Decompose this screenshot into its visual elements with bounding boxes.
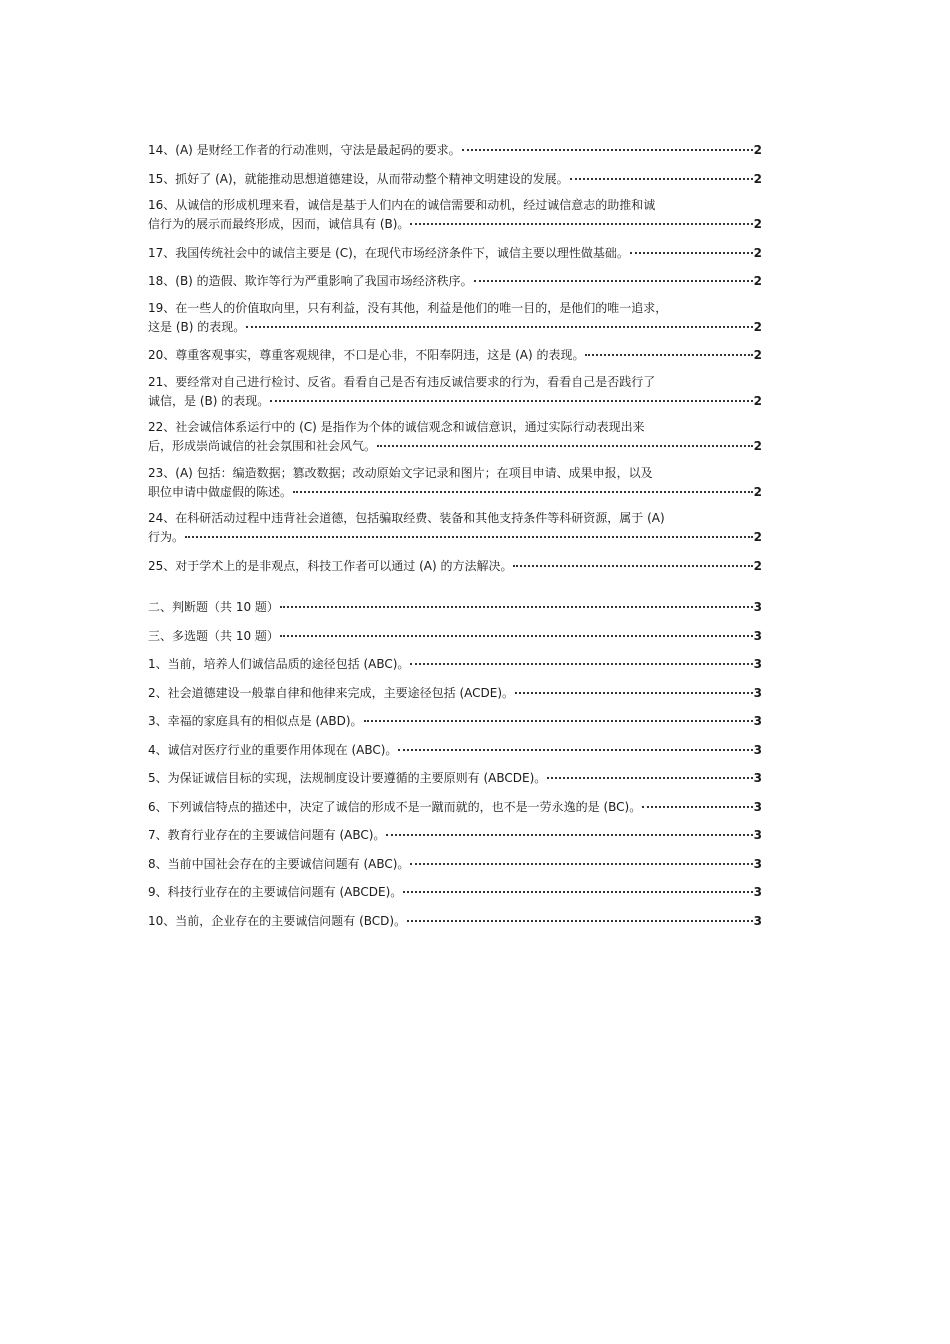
- toc-entry[interactable]: [148, 169, 762, 188]
- toc-entry[interactable]: [148, 654, 762, 673]
- dot-leader: [410, 851, 752, 865]
- toc-page-number: 3: [753, 600, 762, 614]
- toc-entry-last-line: [148, 797, 762, 816]
- toc-page-number: 3: [753, 856, 762, 871]
- dot-leader: [410, 651, 752, 665]
- dot-leader: [270, 388, 752, 402]
- toc-entry[interactable]: [148, 510, 762, 546]
- toc-entry-text: 7、教育行业存在的主要诚信问题有 (ABC)。: [148, 828, 386, 842]
- toc-entry[interactable]: [148, 740, 762, 759]
- toc-entry-text: 职位申请中做虚假的陈述。: [148, 484, 293, 499]
- toc-page-number: 2: [753, 484, 762, 499]
- toc-entry-last-line: [148, 825, 762, 844]
- toc-entry-text-line: 19、在一些人的价值取向里，只有利益，没有其他，利益是他们的唯一目的，是他们的唯一追求，: [148, 300, 668, 315]
- toc-page-number: 3: [753, 742, 762, 757]
- toc-sections-group: [148, 597, 762, 930]
- toc-entry[interactable]: [148, 683, 762, 702]
- toc-page-number: 3: [753, 657, 762, 671]
- dot-leader: [403, 879, 752, 893]
- toc-entry-last-line: [148, 317, 762, 336]
- toc-entry[interactable]: [148, 882, 762, 901]
- toc-entry-last-line: [148, 683, 762, 702]
- toc-entry-text: 6、下列诚信特点的描述中，决定了诚信的形成不是一蹴而就的，也不是一劳永逸的是 (BC)。: [148, 799, 642, 814]
- dot-leader: [630, 240, 753, 254]
- toc-page-number: 2: [753, 171, 762, 186]
- dot-leader: [547, 765, 752, 779]
- toc-entry[interactable]: [148, 300, 762, 336]
- toc-page-number: 3: [753, 799, 762, 814]
- toc-entry-last-line: [148, 654, 762, 673]
- toc-page-number: 3: [753, 714, 762, 728]
- toc-page-number: 3: [753, 828, 762, 842]
- toc-entry[interactable]: [148, 768, 762, 787]
- toc-entry[interactable]: [148, 374, 762, 410]
- toc-entry[interactable]: [148, 465, 762, 501]
- toc-entry[interactable]: [148, 345, 762, 364]
- toc-entry-last-line: [148, 556, 762, 575]
- toc-entry[interactable]: [148, 825, 762, 844]
- dot-leader: [364, 708, 753, 722]
- toc-entry-text: 2、社会道德建设一般靠自律和他律来完成，主要途径包括 (ACDE)。: [148, 685, 515, 700]
- toc-entry[interactable]: [148, 419, 762, 455]
- toc-entry-text: 诚信，是 (B) 的表现。: [148, 393, 270, 408]
- toc-page-number: 3: [753, 913, 762, 928]
- toc-entry[interactable]: [148, 140, 762, 159]
- toc-entry[interactable]: [148, 797, 762, 816]
- toc-entry-last-line: [148, 527, 762, 546]
- dot-leader: [280, 594, 753, 608]
- dot-leader: [185, 524, 753, 538]
- dot-leader: [398, 737, 752, 751]
- toc-entry[interactable]: [148, 911, 762, 930]
- toc-entry-last-line: [148, 882, 762, 901]
- dot-leader: [585, 342, 752, 356]
- toc-entry-text: 14、(A) 是财经工作者的行动准则，守法是最起码的要求。: [148, 143, 461, 157]
- toc-entry-text: 二、判断题（共 10 题）: [148, 600, 279, 614]
- toc-entry-text-line: 21、要经常对自己进行检讨、反省。看看自己是否有违反诚信要求的行为，看看自己是否践行了: [148, 374, 656, 389]
- toc-entry-last-line: [148, 271, 762, 290]
- toc-entry[interactable]: [148, 597, 762, 616]
- toc-page-number: 2: [753, 319, 762, 334]
- toc-page-number: 2: [753, 348, 762, 362]
- toc-entry[interactable]: [148, 854, 762, 873]
- toc-page-number: 2: [753, 439, 762, 453]
- dot-leader: [570, 166, 753, 180]
- toc-page-number: 2: [753, 530, 762, 544]
- toc-entry-text: 8、当前中国社会存在的主要诚信问题有 (ABC)。: [148, 856, 410, 871]
- dot-leader: [280, 623, 753, 637]
- toc-page-number: 3: [753, 771, 762, 785]
- toc-entry-last-line: [148, 214, 762, 233]
- toc-page-number: 3: [753, 628, 762, 643]
- dot-leader: [377, 433, 753, 447]
- toc-entry-text-line: 16、从诚信的形成机理来看，诚信是基于人们内在的诚信需要和动机，经过诚信意志的助推和诚: [148, 198, 656, 212]
- toc-entry-last-line: [148, 345, 762, 364]
- toc-entry-text: 10、当前，企业存在的主要诚信问题有 (BCD)。: [148, 913, 407, 928]
- toc-page-number: 2: [753, 393, 762, 408]
- toc-entry-last-line: [148, 911, 762, 930]
- toc-entry-last-line: [148, 140, 762, 159]
- toc-single-choice-group: [148, 140, 762, 575]
- toc-page-number: 2: [753, 245, 762, 260]
- table-of-contents: [148, 140, 762, 939]
- toc-entry-last-line: [148, 854, 762, 873]
- toc-entry-text: 9、科技行业存在的主要诚信问题有 (ABCDE)。: [148, 885, 403, 899]
- toc-entry-last-line: [148, 436, 762, 455]
- toc-entry-last-line: [148, 626, 762, 645]
- dot-leader: [474, 268, 753, 282]
- toc-entry-last-line: [148, 768, 762, 787]
- dot-leader: [462, 137, 753, 151]
- toc-entry-text: 20、尊重客观事实，尊重客观规律，不口是心非，不阳奉阴违，这是 (A) 的表现。: [148, 348, 585, 362]
- toc-entry[interactable]: [148, 271, 762, 290]
- toc-page-number: 2: [753, 558, 762, 573]
- toc-entry-last-line: [148, 243, 762, 262]
- dot-leader: [513, 553, 752, 567]
- toc-page-number: 3: [753, 885, 762, 899]
- dot-leader: [410, 211, 752, 225]
- toc-entry-text-line: 22、社会诚信体系运行中的 (C) 是指作为个体的诚信观念和诚信意识，通过实际行动表现出来: [148, 420, 645, 434]
- dot-leader: [407, 908, 753, 922]
- toc-entry[interactable]: [148, 243, 762, 262]
- toc-entry-text: 后，形成崇尚诚信的社会氛围和社会风气。: [148, 439, 377, 453]
- dot-leader: [293, 479, 753, 493]
- dot-leader: [515, 680, 753, 694]
- toc-entry-text: 5、为保证诚信目标的实现，法规制度设计要遵循的主要原则有 (ABCDE)。: [148, 771, 547, 785]
- toc-entry-text: 25、对于学术上的是非观点，科技工作者可以通过 (A) 的方法解决。: [148, 558, 513, 573]
- toc-entry[interactable]: [148, 197, 762, 233]
- toc-page-number: 2: [753, 217, 762, 231]
- toc-entry-last-line: [148, 711, 762, 730]
- toc-entry-text: 三、多选题（共 10 题）: [148, 628, 279, 643]
- toc-entry-text: 信行为的展示而最终形成，因而，诚信具有 (B)。: [148, 217, 410, 231]
- dot-leader: [246, 314, 752, 328]
- toc-entry[interactable]: [148, 556, 762, 575]
- dot-leader: [386, 822, 752, 836]
- toc-entry-text-line: 24、在科研活动过程中违背社会道德，包括骗取经费、装备和其他支持条件等科研资源，属于 (A): [148, 511, 665, 525]
- toc-entry-text: 这是 (B) 的表现。: [148, 319, 246, 334]
- toc-entry-text: 17、我国传统社会中的诚信主要是 (C)，在现代市场经济条件下，诚信主要以理性做基础。: [148, 245, 629, 260]
- toc-entry-last-line: [148, 391, 762, 410]
- toc-page-number: 3: [753, 685, 762, 700]
- toc-entry-last-line: [148, 597, 762, 616]
- toc-entry-last-line: [148, 482, 762, 501]
- toc-page-number: 2: [753, 143, 762, 157]
- toc-entry-text: 15、抓好了 (A)，就能推动思想道德建设，从而带动整个精神文明建设的发展。: [148, 171, 569, 186]
- toc-entry-last-line: [148, 740, 762, 759]
- toc-entry[interactable]: [148, 711, 762, 730]
- toc-entry[interactable]: [148, 626, 762, 645]
- dot-leader: [642, 794, 752, 808]
- toc-entry-text: 18、(B) 的造假、欺诈等行为严重影响了我国市场经济秩序。: [148, 274, 473, 288]
- toc-entry-text: 行为。: [148, 530, 185, 544]
- toc-page-number: 2: [753, 274, 762, 288]
- toc-entry-last-line: [148, 169, 762, 188]
- toc-entry-text: 3、幸福的家庭具有的相似点是 (ABD)。: [148, 714, 363, 728]
- toc-entry-text-line: 23、(A) 包括：编造数据；篡改数据；改动原始文字记录和图片；在项目申请、成果申报，以及: [148, 465, 653, 480]
- toc-entry-text: 4、诚信对医疗行业的重要作用体现在 (ABC)。: [148, 742, 398, 757]
- toc-entry-text: 1、当前，培养人们诚信品质的途径包括 (ABC)。: [148, 657, 410, 671]
